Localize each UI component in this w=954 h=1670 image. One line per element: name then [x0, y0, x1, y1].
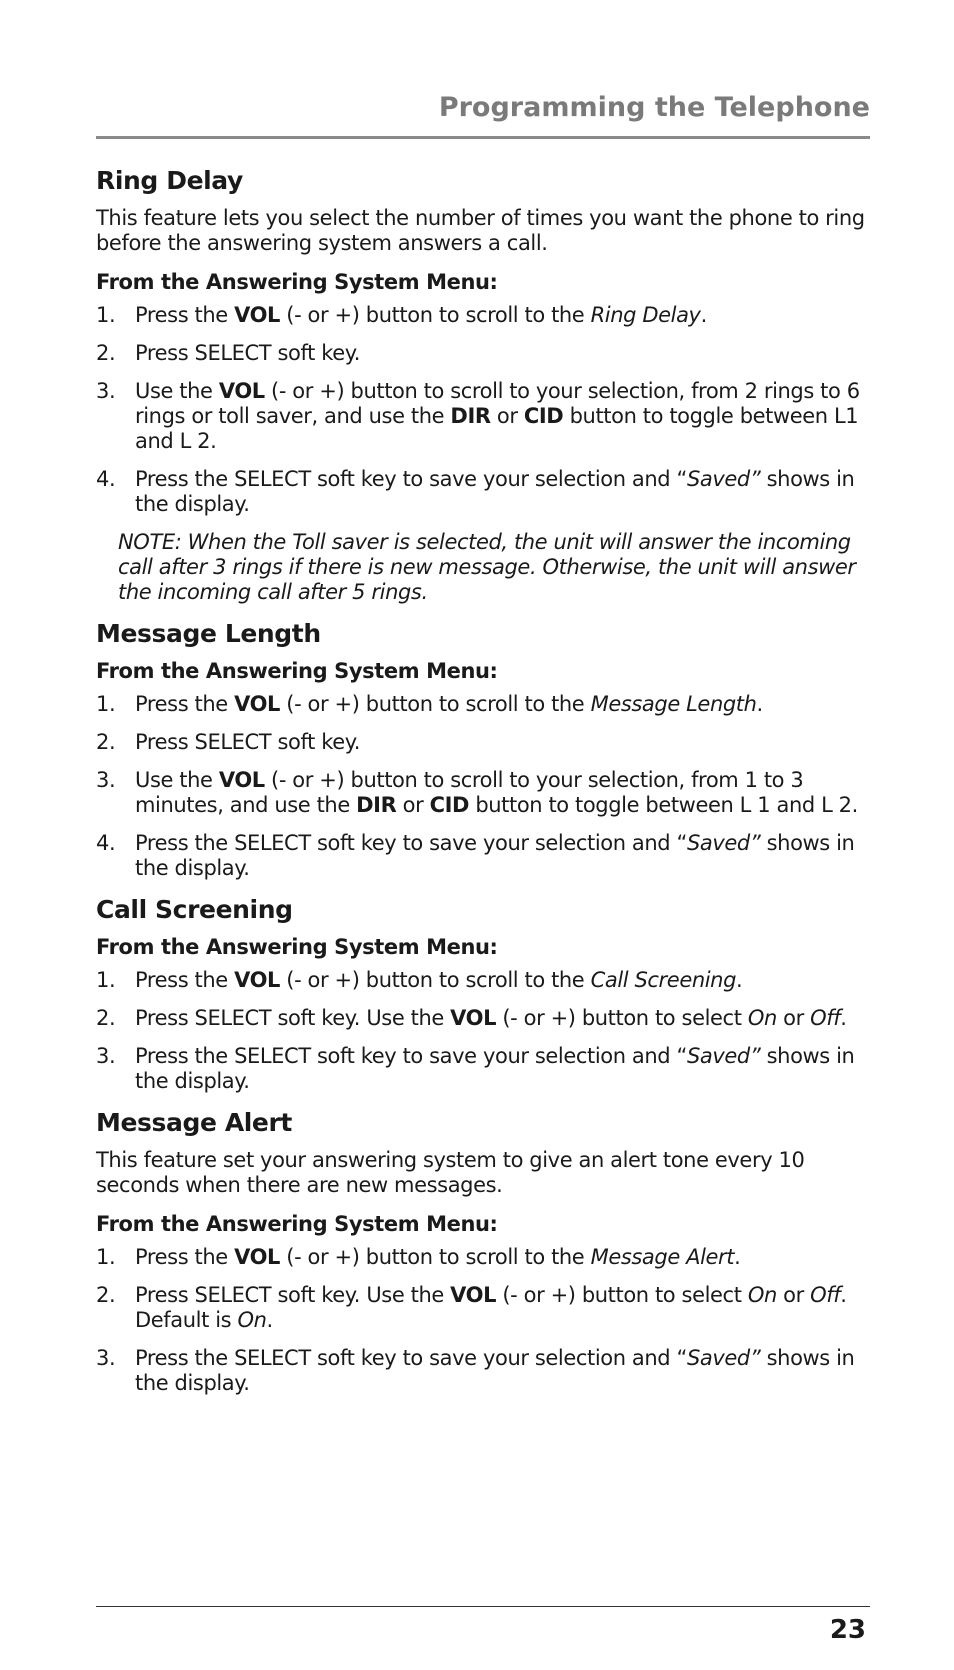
step-text-segment: Saved”	[686, 831, 761, 855]
header-divider	[96, 136, 870, 139]
step-text-segment: Message Length	[590, 692, 757, 716]
step-text-segment: Off	[810, 1283, 841, 1307]
list-item	[96, 1245, 870, 1270]
step-text-segment: VOL	[234, 1245, 281, 1269]
step-text-segment: Press SELECT soft key.	[135, 730, 361, 754]
step-text-segment: Ring Delay	[590, 303, 701, 327]
step-text-segment: On	[747, 1283, 777, 1307]
step-text-segment: (- or +) button to scroll to the	[280, 1245, 591, 1269]
list-item	[96, 379, 870, 454]
section-title-message-length: Message Length	[96, 619, 321, 648]
step-text-segment: .	[840, 1006, 847, 1030]
step-text-segment: shows in the display.	[135, 467, 855, 516]
list-item	[96, 341, 870, 366]
step-text-segment: or	[396, 793, 430, 817]
message-alert-menu-subtitle: From the Answering System Menu:	[96, 1212, 498, 1236]
step-number: 3.	[96, 1346, 116, 1370]
step-text-segment: Use the	[135, 768, 219, 792]
ring-delay-menu-subtitle: From the Answering System Menu:	[96, 270, 498, 294]
list-item	[96, 730, 870, 755]
step-text-segment: VOL	[450, 1006, 497, 1030]
ring-delay-note: NOTE: When the Toll saver is selected, the unit will answer the incoming call after 3 rings if there is new message. Otherwise, the unit will answer the incoming call after 5 rings.	[118, 530, 856, 604]
step-text-segment: or	[776, 1283, 811, 1307]
step-text	[135, 1006, 847, 1030]
list-item	[96, 692, 870, 717]
footer-divider	[96, 1606, 870, 1607]
step-text-segment: (- or +) button to select	[496, 1006, 748, 1030]
step-number: 4.	[96, 467, 116, 491]
step-number: 3.	[96, 379, 116, 403]
section-title-ring-delay: Ring Delay	[96, 166, 243, 195]
step-text-segment: VOL	[218, 768, 265, 792]
step-text-segment: DIR	[450, 404, 491, 428]
step-text	[135, 730, 360, 754]
step-text-segment: On	[237, 1308, 267, 1332]
list-item	[96, 1044, 870, 1094]
step-text-segment: .	[736, 968, 743, 992]
step-text-segment: Message Alert	[590, 1245, 735, 1269]
step-number: 1.	[96, 692, 116, 716]
step-text-segment: .	[700, 303, 707, 327]
list-item	[96, 1283, 870, 1333]
step-text-segment: VOL	[234, 692, 281, 716]
step-number: 4.	[96, 831, 116, 855]
step-text-segment: Press the SELECT soft key to save your selection and “	[135, 1346, 687, 1370]
step-text-segment: Call Screening	[590, 968, 737, 992]
step-number: 1.	[96, 1245, 116, 1269]
step-text-segment: VOL	[234, 968, 281, 992]
step-text-segment: (- or +) button to scroll to your selection, from 1 to 3 minutes, and use the	[135, 768, 804, 817]
step-number: 2.	[96, 1006, 116, 1030]
step-text-segment: On	[747, 1006, 777, 1030]
step-text-segment: .	[756, 692, 763, 716]
step-text-segment: VOL	[450, 1283, 497, 1307]
step-text-segment: (- or +) button to scroll to the	[280, 968, 591, 992]
call-screening-menu-subtitle: From the Answering System Menu:	[96, 935, 498, 959]
list-item	[96, 968, 870, 993]
step-text	[135, 768, 858, 817]
step-text-segment: Use the	[135, 379, 219, 403]
list-item	[96, 303, 870, 328]
step-text-segment: Press the SELECT soft key to save your selection and “	[135, 1044, 687, 1068]
step-text	[135, 379, 860, 453]
step-text-segment: Press the	[135, 303, 235, 327]
step-text-segment: . Default is	[135, 1283, 847, 1332]
step-text-segment: shows in the display.	[135, 1044, 855, 1093]
step-text	[135, 1346, 854, 1395]
step-text-segment: button to toggle between L1 and L 2.	[135, 404, 859, 453]
step-text-segment: Saved”	[686, 467, 761, 491]
step-text-segment: or	[776, 1006, 811, 1030]
step-text-segment: (- or +) button to select	[496, 1283, 748, 1307]
step-number: 3.	[96, 1044, 116, 1068]
step-text	[135, 341, 360, 365]
step-text-segment: .	[266, 1308, 273, 1332]
step-text-segment: CID	[523, 404, 564, 428]
step-text	[135, 692, 763, 716]
message-alert-intro: This feature set your answering system to give an alert tone every 10 seconds when there are new messages.	[96, 1148, 805, 1197]
ring-delay-intro: This feature lets you select the number of times you want the phone to ring before the answering system answers a call.	[96, 206, 865, 255]
step-number: 2.	[96, 341, 116, 365]
step-text-segment: Press the	[135, 1245, 235, 1269]
ring-delay-steps	[96, 303, 870, 517]
step-text	[135, 467, 854, 516]
step-text-segment: (- or +) button to scroll to the	[280, 303, 591, 327]
step-text-segment: VOL	[234, 303, 281, 327]
step-text-segment: Press the	[135, 692, 235, 716]
step-text-segment: Press the SELECT soft key to save your selection and “	[135, 467, 687, 491]
step-text	[135, 1245, 740, 1269]
step-text	[135, 1044, 854, 1093]
step-text-segment: Saved”	[686, 1346, 761, 1370]
step-text-segment: Press SELECT soft key.	[135, 341, 361, 365]
step-text	[135, 968, 742, 992]
step-text-segment: button to toggle between L 1 and L 2.	[469, 793, 858, 817]
step-text-segment: Press SELECT soft key. Use the	[135, 1283, 451, 1307]
step-text-segment: (- or +) button to scroll to your selection, from 2 rings to 6 rings or toll saver, and use the	[135, 379, 860, 428]
step-text-segment: Saved”	[686, 1044, 761, 1068]
step-text-segment: .	[734, 1245, 741, 1269]
step-number: 1.	[96, 968, 116, 992]
step-text-segment: or	[490, 404, 524, 428]
section-title-call-screening: Call Screening	[96, 895, 293, 924]
list-item	[96, 831, 870, 881]
list-item	[96, 768, 870, 818]
step-text-segment: shows in the display.	[135, 1346, 855, 1395]
step-text-segment: Press SELECT soft key. Use the	[135, 1006, 451, 1030]
step-text-segment: CID	[429, 793, 470, 817]
step-text-segment: DIR	[356, 793, 397, 817]
step-number: 3.	[96, 768, 116, 792]
step-text-segment: VOL	[218, 379, 265, 403]
message-length-steps	[96, 692, 870, 881]
step-text	[135, 1283, 847, 1332]
step-text	[135, 831, 854, 880]
section-title-message-alert: Message Alert	[96, 1108, 292, 1137]
step-text-segment: (- or +) button to scroll to the	[280, 692, 591, 716]
message-alert-steps	[96, 1245, 870, 1396]
call-screening-steps	[96, 968, 870, 1094]
step-text-segment: Off	[810, 1006, 841, 1030]
step-text-segment: Press the SELECT soft key to save your selection and “	[135, 831, 687, 855]
list-item	[96, 467, 870, 517]
message-length-menu-subtitle: From the Answering System Menu:	[96, 659, 498, 683]
list-item	[96, 1346, 870, 1396]
list-item	[96, 1006, 870, 1031]
page-content	[96, 166, 870, 1409]
step-text-segment: Press the	[135, 968, 235, 992]
step-number: 2.	[96, 730, 116, 754]
step-text-segment: shows in the display.	[135, 831, 855, 880]
step-number: 2.	[96, 1283, 116, 1307]
step-text	[135, 303, 707, 327]
page-header-title: Programming the Telephone	[438, 92, 870, 123]
step-number: 1.	[96, 303, 116, 327]
page-number: 23	[829, 1615, 866, 1645]
